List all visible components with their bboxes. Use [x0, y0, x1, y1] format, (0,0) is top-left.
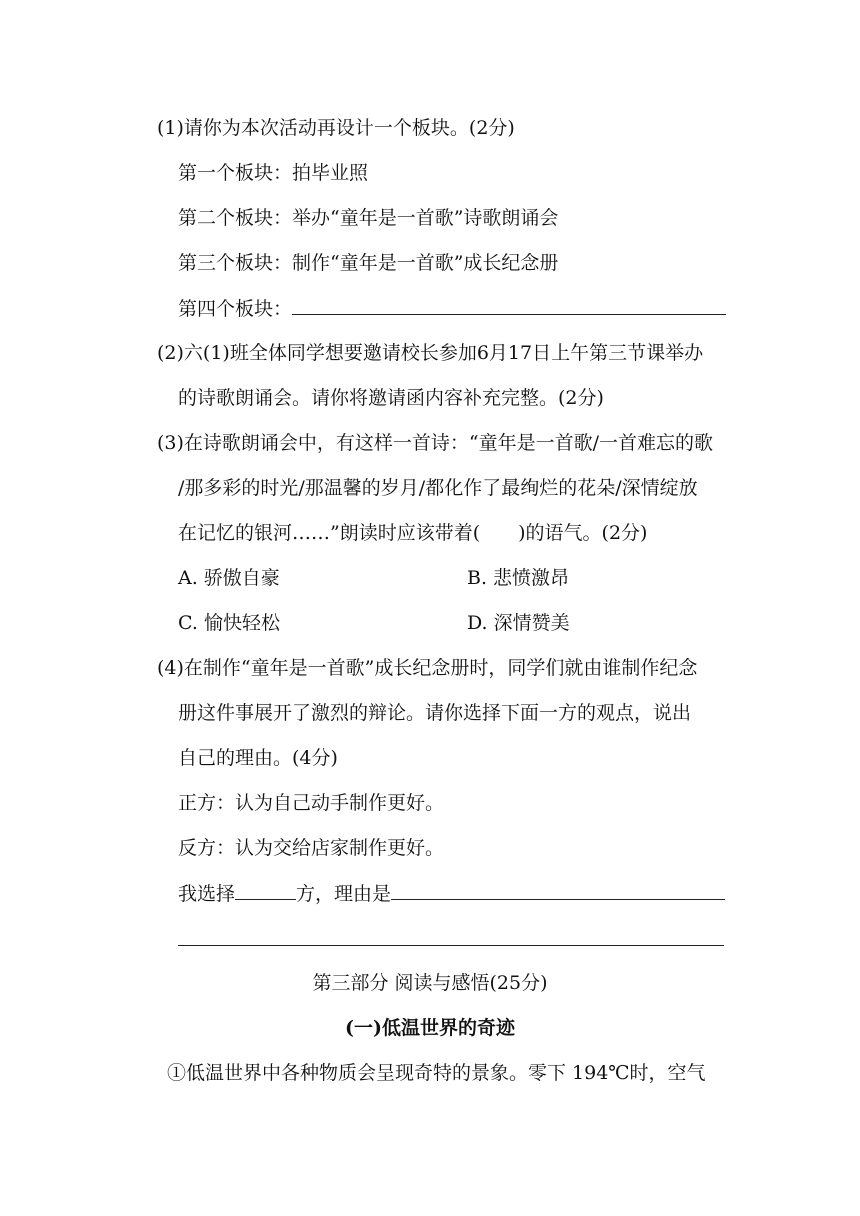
part3-heading: 第三部分 阅读与感悟(25分): [312, 972, 548, 994]
q4-reason-blank-line-2[interactable]: [178, 945, 724, 946]
q3-option-a[interactable]: A. 骄傲自豪: [178, 567, 280, 589]
q4-line-3: 自己的理由。(4分): [178, 747, 338, 769]
q4-choose-prefix: 我选择: [178, 883, 236, 905]
q4-reason-blank[interactable]: [391, 881, 725, 900]
part3-subheading: (一)低温世界的奇迹: [345, 1017, 515, 1039]
q4-con: 反方：认为交给店家制作更好。: [178, 837, 445, 859]
q4-pro: 正方：认为自己动手制作更好。: [178, 792, 445, 814]
q4-side-blank[interactable]: [235, 881, 296, 900]
q3-line-1: (3)在诗歌朗诵会中，有这样一首诗：“童年是一首歌/一首难忘的歌: [157, 432, 714, 454]
q3-line-2: /那多彩的时光/那温馨的岁月/都化作了最绚烂的花朵/深情绽放: [178, 477, 698, 499]
part3-paragraph-1: ①低温世界中各种物质会呈现奇特的景象。零下 194℃时，空气: [167, 1062, 706, 1084]
q1-section-1: 第一个板块：拍毕业照: [178, 162, 369, 184]
q3-option-c[interactable]: C. 愉快轻松: [178, 612, 280, 634]
q1-section-4-blank[interactable]: [292, 296, 726, 315]
q1-section-4: [178, 296, 726, 321]
q4-line-2: 册这件事展开了激烈的辩论。请你选择下面一方的观点，说出: [178, 702, 692, 724]
q1-section-2: 第二个板块：举办“童年是一首歌”诗歌朗诵会: [178, 207, 559, 229]
q1-prompt: (1)请你为本次活动再设计一个板块。(2分): [157, 117, 515, 139]
q4-choose-mid: 方，理由是: [296, 883, 392, 905]
q4-choice-line: [178, 881, 725, 906]
q2-line-1: (2)六(1)班全体同学想要邀请校长参加6月17日上午第三节课举办: [157, 342, 704, 364]
q3-line-3: 在记忆的银河……”朗读时应该带着( )的语气。(2分): [178, 522, 648, 544]
q3-option-b[interactable]: B. 悲愤激昂: [467, 567, 570, 589]
q1-section-3: 第三个板块：制作“童年是一首歌”成长纪念册: [178, 252, 559, 274]
q4-line-1: (4)在制作“童年是一首歌”成长纪念册时，同学们就由谁制作纪念: [157, 657, 698, 679]
q2-line-2: 的诗歌朗诵会。请你将邀请函内容补充完整。(2分): [178, 387, 604, 409]
q3-option-d[interactable]: D. 深情赞美: [467, 612, 570, 634]
q1-section-4-label: 第四个板块：: [178, 298, 293, 320]
